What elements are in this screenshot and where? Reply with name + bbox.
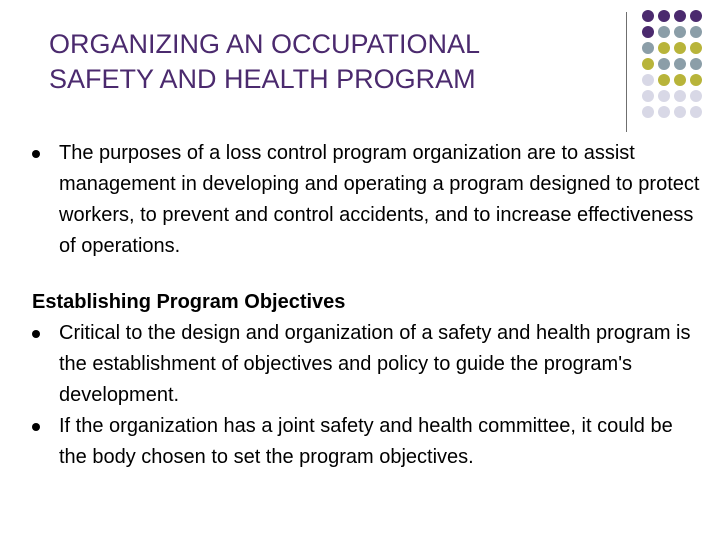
decorative-dot bbox=[658, 90, 670, 102]
decorative-dot bbox=[658, 58, 670, 70]
decorative-dot bbox=[642, 10, 654, 22]
decorative-dot bbox=[658, 10, 670, 22]
decorative-dot bbox=[674, 42, 686, 54]
decorative-dot bbox=[658, 42, 670, 54]
decorative-dot bbox=[674, 90, 686, 102]
decorative-dot bbox=[690, 42, 702, 54]
bullet-icon bbox=[32, 330, 40, 338]
decorative-dot bbox=[642, 106, 654, 118]
decorative-dot bbox=[658, 74, 670, 86]
slide-content bbox=[32, 138, 702, 473]
bullet-icon bbox=[32, 423, 40, 431]
decorative-dot bbox=[674, 106, 686, 118]
slide-title bbox=[49, 27, 609, 97]
objective-bullet-text: If the organization has a joint safety and health committee, it could be the body chosen to set the program objectives. bbox=[59, 415, 673, 468]
decorative-dot-grid bbox=[640, 8, 720, 128]
objective-bullet-text: Critical to the design and organization of a safety and health program is the establishment of objectives and policy to guide the program's development. bbox=[59, 322, 691, 406]
decorative-dot bbox=[674, 10, 686, 22]
decorative-dot bbox=[690, 90, 702, 102]
decorative-dot bbox=[658, 26, 670, 38]
decorative-dot bbox=[642, 90, 654, 102]
slide-title-line-1: ORGANIZING AN OCCUPATIONAL bbox=[49, 29, 481, 59]
decorative-dot bbox=[674, 26, 686, 38]
decorative-dot bbox=[642, 42, 654, 54]
decorative-dot bbox=[642, 26, 654, 38]
decorative-dot bbox=[690, 58, 702, 70]
decorative-dot bbox=[690, 74, 702, 86]
decorative-dot bbox=[642, 58, 654, 70]
decorative-dot bbox=[690, 26, 702, 38]
slide-title-line-2: SAFETY AND HEALTH PROGRAM bbox=[49, 64, 476, 94]
objective-bullet-2 bbox=[32, 411, 702, 473]
section-heading: Establishing Program Objectives bbox=[32, 291, 346, 313]
decorative-dot bbox=[690, 10, 702, 22]
intro-bullet bbox=[32, 138, 702, 262]
objective-bullet-1 bbox=[32, 318, 702, 411]
intro-bullet-text: The purposes of a loss control program organization are to assist management in developing and operating a program designed to protect workers, to prevent and control accidents, and to increase effectiveness of operations. bbox=[59, 142, 700, 257]
decorative-dot bbox=[642, 74, 654, 86]
decorative-dot bbox=[674, 74, 686, 86]
decorative-dot bbox=[674, 58, 686, 70]
decorative-dot bbox=[658, 106, 670, 118]
decorative-dot bbox=[690, 106, 702, 118]
vertical-divider bbox=[626, 12, 627, 132]
bullet-icon bbox=[32, 150, 40, 158]
